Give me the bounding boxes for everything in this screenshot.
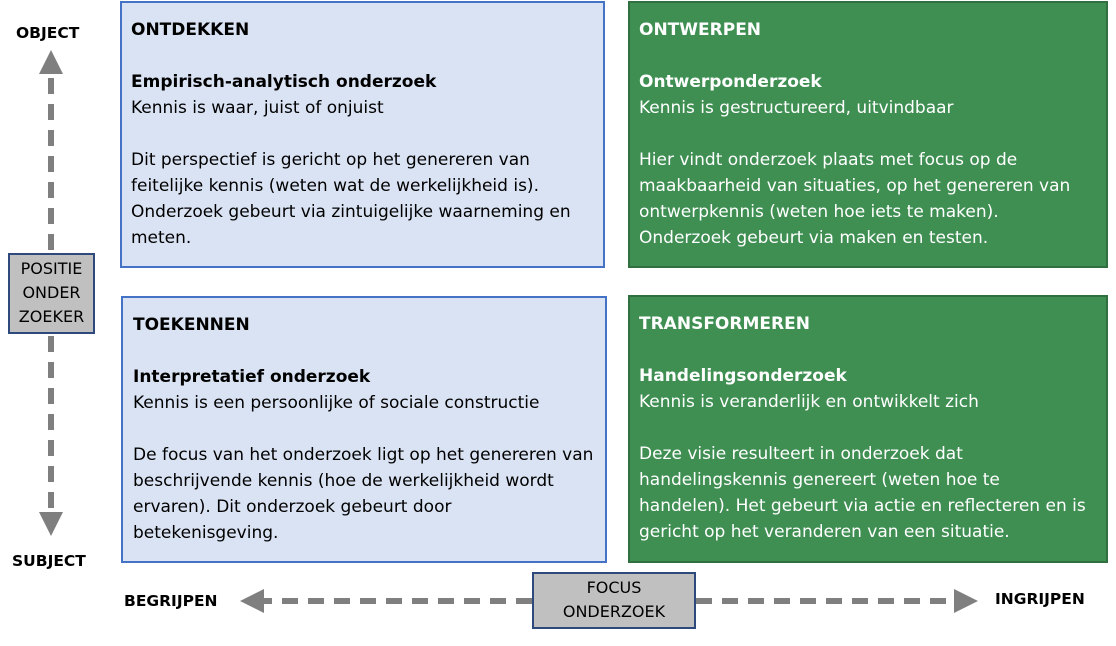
- quadrant-toekennen: [121, 296, 607, 563]
- axis-label-object: OBJECT: [16, 24, 80, 42]
- axis-label-ingrijpen: INGRIJPEN: [995, 590, 1085, 608]
- quadrant-ontwerpen: [628, 1, 1108, 268]
- quadrant-ontdekken: [120, 1, 605, 268]
- axis-label-begrijpen: BEGRIJPEN: [124, 592, 218, 610]
- quadrant-heading: TOEKENNEN: [133, 315, 250, 335]
- quadrant-subheading: Empirisch-analytisch onderzoek: [131, 72, 437, 92]
- quadrant-definition: Kennis is waar, juist of onjuist: [131, 98, 384, 118]
- quadrant-heading: ONTDEKKEN: [131, 20, 250, 40]
- positie-onderzoeker-label: [8, 253, 95, 334]
- quadrant-definition: Kennis is veranderlijk en ontwikkelt zich: [639, 392, 979, 412]
- quadrant-description: Deze visie resulteert in onderzoek dat handelingskennis genereert (weten hoe te handelen). Het gebeurt via actie en reflecteren en is gericht op het veranderen van een situatie.: [639, 444, 1086, 542]
- focus-line-2: ONDERZOEK: [562, 602, 666, 621]
- focus-line-1: FOCUS: [586, 578, 642, 597]
- quadrant-definition: Kennis is gestructureerd, uitvindbaar: [639, 98, 954, 118]
- positie-line-1: POSITIE: [20, 259, 83, 278]
- quadrant-transformeren: [628, 295, 1108, 563]
- quadrant-definition: Kennis is een persoonlijke of sociale constructie: [133, 393, 540, 413]
- quadrant-subheading: Ontwerponderzoek: [639, 72, 822, 92]
- quadrant-description: Hier vindt onderzoek plaats met focus op de maakbaarheid van situaties, op het genereren van ontwerpkennis (weten hoe iets te maken). Onderzoek gebeurt via maken en testen.: [639, 150, 1071, 248]
- quadrant-heading: TRANSFORMEREN: [639, 314, 810, 334]
- quadrant-heading: ONTWERPEN: [639, 20, 762, 40]
- quadrant-subheading: Handelingsonderzoek: [639, 366, 847, 386]
- positie-line-2: ONDER: [22, 283, 81, 302]
- focus-onderzoek-label: [532, 572, 696, 629]
- quadrant-description: Dit perspectief is gericht op het genereren van feitelijke kennis (weten wat de werkelijkheid is). Onderzoek gebeurt via zintuigelijke waarneming en meten.: [131, 150, 571, 248]
- quadrant-description: De focus van het onderzoek ligt op het genereren van beschrijvende kennis (hoe de werkelijkheid wordt ervaren). Dit onderzoek gebeurt door betekenisgeving.: [133, 445, 594, 543]
- positie-line-3: ZOEKER: [18, 307, 85, 326]
- quadrant-subheading: Interpretatief onderzoek: [133, 367, 371, 387]
- axis-label-subject: SUBJECT: [12, 552, 86, 570]
